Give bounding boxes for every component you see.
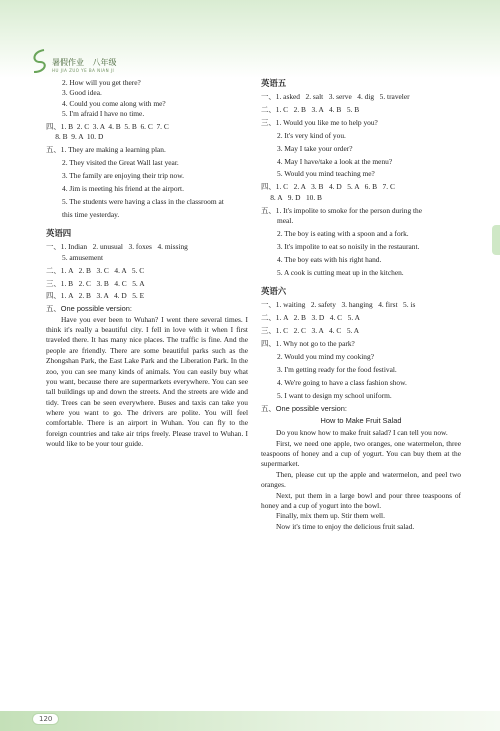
answer-line: 8. A 9. D 10. B: [261, 192, 322, 202]
essay-paragraph: Finally, mix them up. Stir them well.: [276, 511, 385, 521]
right-column: [261, 78, 461, 532]
answer-line: 2. Would you mind my cooking?: [277, 351, 374, 361]
answer-line: 四、1. A 2. B 3. A 4. D 5. E: [46, 291, 145, 301]
answer-line: meal.: [277, 216, 294, 226]
answer-line: 5. I want to design my school uniform.: [277, 390, 392, 400]
answer-line: 2. How will you get there?: [62, 78, 141, 87]
essay-paragraph: Then, please cut up the apple and watermelon, and peel two oranges.: [261, 469, 461, 490]
essay-paragraph: First, we need one apple, two oranges, one watermelon, three teaspoons of honey and a cup of yogurt. You can buy them at the supermarket.: [261, 438, 461, 469]
answer-line: 5. The students were having a class in the classroom at: [62, 197, 224, 207]
answer-line: 2. It's very kind of you.: [277, 130, 346, 140]
answer-line: 五、1. They are making a learning plan.: [46, 145, 166, 155]
answer-line: 二、1. A 2. B 3. D 4. C 5. A: [261, 313, 360, 322]
essay-paragraph: Now it's time to enjoy the delicious fruit salad.: [276, 521, 415, 531]
answer-line: 5. A cook is cutting meat up in the kitchen.: [277, 267, 404, 277]
answer-line: 四、1. B 2. C 3. A 4. B 5. B 6. C 7. C: [46, 122, 169, 132]
section-title-5: 英语五: [261, 79, 287, 88]
answer-line: 三、1. C 2. C 3. A 4. C 5. A: [261, 325, 360, 335]
answer-line: 五、1. It's impolite to smoke for the person during the: [261, 205, 423, 215]
answer-line: 3. May I take your order?: [277, 143, 353, 153]
essay-label: [46, 304, 248, 314]
answer-line: 4. Could you come along with me?: [62, 98, 166, 108]
swirl-decoration-icon: [30, 48, 50, 74]
answer-line: 5. Would you mind teaching me?: [277, 169, 375, 179]
answer-line: 一、1. asked 2. salt 3. serve 4. dig 5. traveler: [261, 91, 410, 101]
answer-line: 二、1. A 2. B 3. C 4. A 5. C: [46, 265, 145, 275]
header-grade: 八年级: [92, 58, 117, 67]
essay-label-en: One possible version:: [275, 403, 347, 413]
answer-line: 三、1. B 2. C 3. B 4. C 5. A: [46, 278, 145, 288]
answer-line: 4. The boy eats with his right hand.: [277, 254, 382, 264]
header-title-text: 暑假作业: [52, 58, 84, 67]
page-number: 120: [32, 713, 59, 725]
answer-line: 4. May I have/take a look at the menu?: [277, 156, 393, 166]
answer-line: 一、1. waiting 2. safety 3. hanging 4. first 5. is: [261, 300, 416, 310]
left-column: [46, 78, 248, 449]
answer-line: 3. Good idea.: [62, 88, 102, 98]
answer-line: 8. B 9. A 10. D: [46, 132, 104, 142]
essay-label-cn: 五、: [46, 304, 61, 314]
answer-line: 2. They visited the Great Wall last year.: [62, 158, 179, 168]
answer-line: 5. I'm afraid I have no time.: [62, 109, 145, 119]
edge-tab: [492, 225, 500, 255]
essay-label-cn: 五、: [261, 403, 276, 413]
answer-line: 3. The family are enjoying their trip now.: [62, 171, 184, 181]
answer-line: 四、1. C 2. A 3. B 4. D 5. A 6. B 7. C: [261, 182, 395, 192]
answer-line: 四、1. Why not go to the park?: [261, 338, 355, 348]
essay-label: [261, 404, 461, 414]
answer-line: 二、1. C 2. B 3. A 4. B 5. B: [261, 104, 360, 114]
answer-line: 三、1. Would you like me to help you?: [261, 117, 378, 127]
answer-line: 一、1. Indian 2. unusual 3. foxes 4. missing: [46, 242, 188, 252]
answer-line: 2. The boy is eating with a spoon and a fork.: [277, 229, 409, 239]
essay-paragraph: Do you know how to make fruit salad? I can tell you now.: [276, 428, 448, 438]
answer-line: 4. We're going to have a class fashion show.: [277, 377, 407, 387]
section-title-6: 英语六: [261, 287, 287, 297]
answer-line: 3. It's impolite to eat so noisily in the restaurant.: [277, 242, 420, 252]
answer-line: 4. Jim is meeting his friend at the airport.: [62, 184, 184, 194]
essay-paragraph: Next, put them in a large bowl and pour three teaspoons of honey and a cup of yogurt into the bowl.: [261, 490, 461, 510]
answer-line: 3. I'm getting ready for the food festival.: [277, 364, 397, 374]
essay-paragraph: Have you ever been to Wuhan? I went there several times. I think it's really a beautiful city. I fell in love with it when I first traveled there. It has many nice places. The traffic is fine. And the people are friendly. There are some beautiful parks such as the Zhongshan Park, the East Lake Park and the Liberation Park. In the zoo, you can see many kinds of animals. You can easily buy what you want, because there are supermarkets everywhere. You can see tall buildings up and down the streets. And the streets are wide and tidy. Trees can be seen everywhere. Buses and taxis can take you where you want to go. The drivers are polite. You will feel comfortable. There is an airport in Wuhan. You can fly to the foreign countries and take air trips freely. Please travel to Wuhan. I would like to be your tour guide.: [46, 314, 248, 449]
header-pinyin: HU JIA ZUO YE BA NIAN JI: [52, 68, 115, 73]
essay-label-en: One possible version:: [60, 304, 132, 314]
header-title: [52, 57, 123, 68]
essay-title: How to Make Fruit Salad: [320, 416, 402, 426]
answer-line: this time yesterday.: [62, 210, 120, 220]
section-title-4: 英语四: [46, 229, 72, 239]
answer-line: 5. amusement: [62, 252, 104, 262]
footer-band: [0, 711, 500, 731]
